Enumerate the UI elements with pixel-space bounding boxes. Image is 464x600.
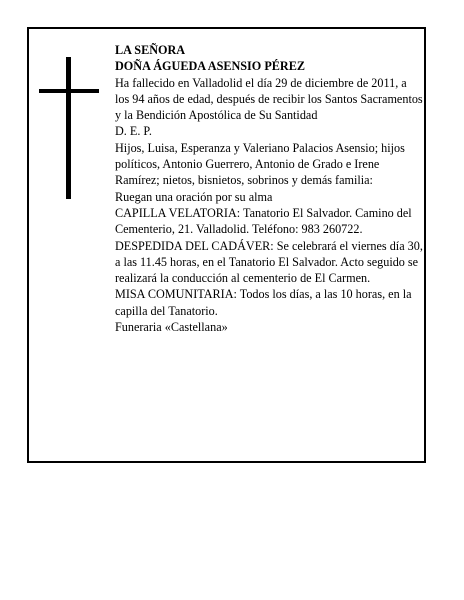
wake-chapel-info: CAPILLA VELATORIA: Tanatorio El Salvador. Camino del Cementerio, 21. Valladolid. Teléfono: 983 260722. xyxy=(115,205,412,237)
family-list: Hijos, Luisa, Esperanza y Valeriano Palacios Asensio; hijos políticos, Antonio Guerrero, Antonio de Grado e Irene Ramírez; nietos, bisnietos, sobrinos y demás familia: xyxy=(115,140,405,188)
cross-horizontal-bar xyxy=(39,89,99,93)
obituary-notice xyxy=(27,27,426,463)
farewell-info: DESPEDIDA DEL CADÁVER: Se celebrará el viernes día 30, a las 11.45 horas, en el Tanatorio El Salvador. Acto seguido se realizará la conducción al cementerio de El Carmen. xyxy=(115,238,423,286)
death-announcement: Ha fallecido en Valladolid el día 29 de diciembre de 2011, a los 94 años de edad, después de recibir los Santos Sacramentos y la Bendición Apostólica de Su Santidad xyxy=(115,75,423,123)
cross-icon xyxy=(39,57,99,199)
obituary-text xyxy=(115,42,423,335)
cross-vertical-bar xyxy=(66,57,71,199)
funeral-home: Funeraria «Castellana» xyxy=(115,320,228,335)
deceased-name: DOÑA ÁGUEDA ASENSIO PÉREZ xyxy=(115,59,305,74)
mass-info: MISA COMUNITARIA: Todos los días, a las 10 horas, en la capilla del Tanatorio. xyxy=(115,287,412,318)
rest-in-peace: D. E. P. xyxy=(115,124,152,139)
prayer-request: Ruegan una oración por su alma xyxy=(115,189,273,204)
title-line-1: LA SEÑORA xyxy=(115,43,186,57)
